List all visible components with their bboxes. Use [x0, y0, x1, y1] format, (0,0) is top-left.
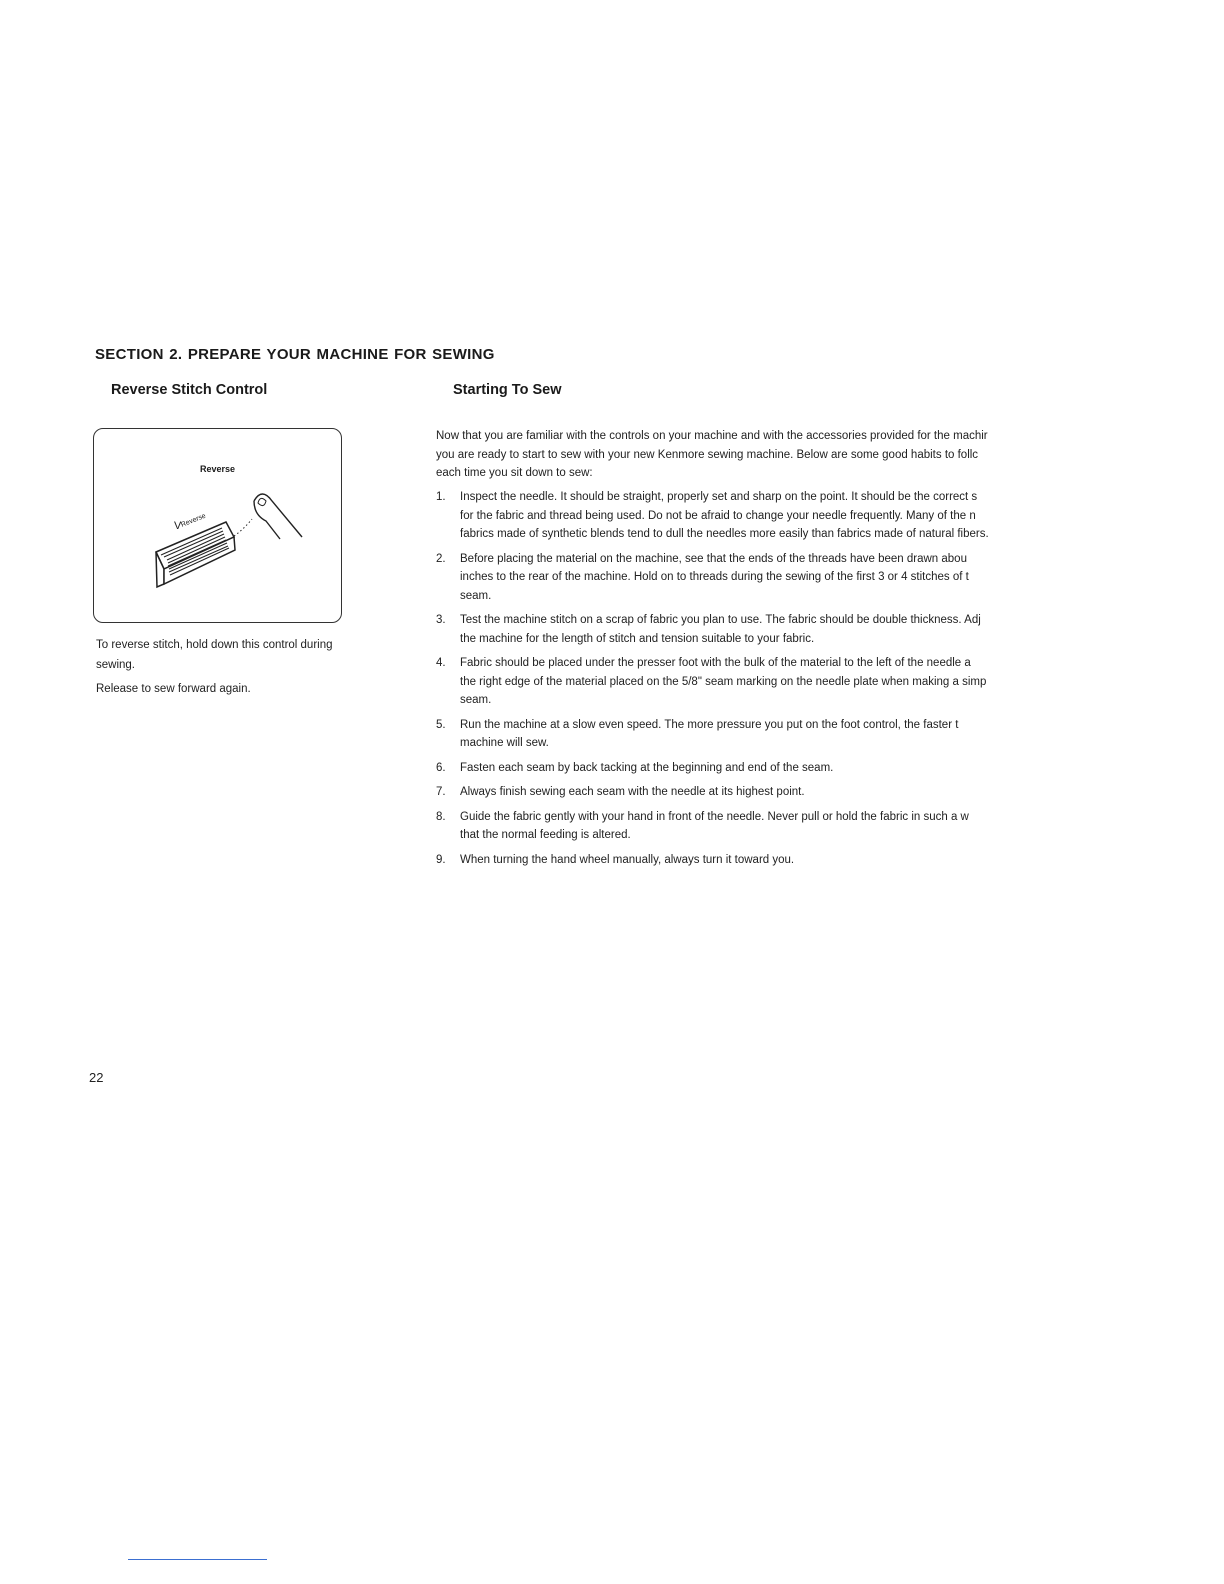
reverse-control-figure: [93, 428, 342, 623]
step-line: the machine for the length of stitch and tension suitable to your fabric.: [460, 632, 815, 645]
list-item: [436, 851, 1108, 870]
bottom-rule: [128, 1559, 267, 1560]
step-line: Always finish sewing each seam with the needle at its highest point.: [460, 786, 805, 798]
step-line: Test the machine stitch on a scrap of fabric you plan to use. The fabric should be double thickness. Adj: [460, 614, 981, 626]
list-item: [436, 759, 1108, 778]
figure-label: Reverse: [199, 464, 236, 474]
reverse-lever-illustration: [94, 429, 343, 624]
list-item: [436, 611, 1108, 648]
page-number: 22: [89, 1070, 104, 1085]
step-line: Fabric should be placed under the presser foot with the bulk of the material to the left of the needle a: [460, 657, 971, 669]
step-line: seam.: [460, 694, 492, 706]
lever-arrow-glyph: V: [174, 520, 182, 532]
step-line: machine will sew.: [460, 737, 549, 749]
step-number: 1.: [436, 491, 446, 503]
step-number: 7.: [436, 786, 446, 798]
list-item: [436, 654, 1108, 710]
step-line: the right edge of the material placed on the 5/8" seam marking on the needle plate when making a simp: [460, 675, 987, 688]
list-item: [436, 716, 1108, 753]
step-number: 9.: [436, 853, 446, 866]
step-number: 5.: [436, 718, 446, 731]
intro-line: each time you sit down to sew:: [436, 467, 593, 479]
step-line: When turning the hand wheel manually, always turn it toward you.: [460, 853, 795, 866]
step-line: Run the machine at a slow even speed. The more pressure you put on the foot control, the faster t: [460, 718, 959, 731]
step-number: 2.: [436, 552, 446, 565]
step-line: fabrics made of synthetic blends tend to dull the needles more easily than fabrics made of natural fibers.: [460, 528, 989, 540]
intro-line: Now that you are familiar with the controls on your machine and with the accessories provided for the machir: [436, 430, 988, 442]
reverse-stitch-heading: Reverse Stitch Control: [111, 382, 268, 398]
caption-line: Release to sew forward again.: [96, 683, 251, 695]
step-line: inches to the rear of the machine. Hold on to threads during the sewing of the first 3 or 4 stitches of t: [460, 571, 969, 583]
sewing-steps-list: [436, 488, 1108, 875]
step-number: 8.: [436, 810, 446, 823]
step-line: that the normal feeding is altered.: [460, 829, 631, 841]
caption-line: To reverse stitch, hold down this control during sewing.: [96, 639, 333, 671]
step-number: 6.: [436, 761, 446, 774]
list-item: [436, 783, 1108, 802]
list-item: [436, 488, 1108, 544]
finger-icon: [254, 494, 302, 539]
step-line: Before placing the material on the machine, see that the ends of the threads have been drawn abou: [460, 552, 967, 565]
section-title: SECTION 2. PREPARE YOUR MACHINE FOR SEWING: [95, 346, 495, 363]
intro-paragraph: [436, 427, 1108, 483]
list-item: [436, 808, 1108, 845]
step-line: Inspect the needle. It should be straight, properly set and sharp on the point. It should be the correct s: [460, 491, 978, 503]
step-line: seam.: [460, 589, 492, 602]
reverse-lever-icon: [156, 522, 235, 587]
lever-label: Reverse: [180, 512, 207, 529]
step-number: 4.: [436, 657, 446, 669]
step-line: Guide the fabric gently with your hand in front of the needle. Never pull or hold the fabric in such a w: [460, 810, 969, 823]
step-number: 3.: [436, 614, 446, 626]
list-item: [436, 550, 1108, 606]
figure-caption: [96, 635, 346, 703]
step-line: Fasten each seam by back tacking at the beginning and end of the seam.: [460, 761, 834, 774]
starting-to-sew-heading: Starting To Sew: [453, 382, 562, 398]
intro-line: you are ready to start to sew with your new Kenmore sewing machine. Below are some good habits to follc: [436, 448, 979, 461]
step-line: for the fabric and thread being used. Do not be afraid to change your needle frequently. Many of the n: [460, 509, 976, 522]
